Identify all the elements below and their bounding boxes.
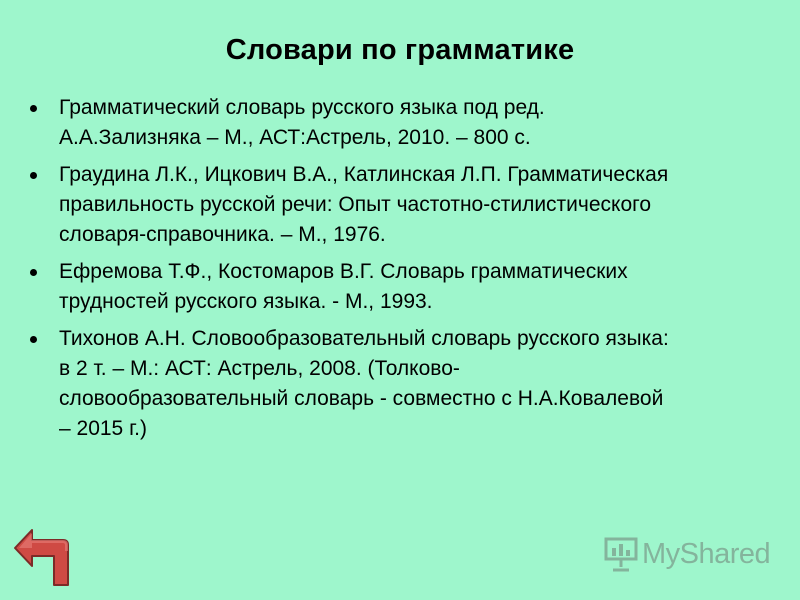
bullet-icon	[30, 172, 37, 179]
back-button[interactable]	[10, 527, 76, 589]
list-item-line: словаря-справочника. – М., 1976.	[59, 223, 386, 246]
list-item-line: словообразовательный словарь - совместно с Н.А.Ковалевой	[59, 387, 664, 410]
list-item-line: Граудина Л.К., Ицкович В.А., Катлинская Л.П. Грамматическая	[59, 163, 669, 186]
bullet-icon	[30, 105, 37, 112]
list-item-line: Грамматический словарь русского языка под ред.	[59, 96, 545, 119]
bibliography-list	[28, 93, 768, 451]
list-item	[28, 160, 768, 250]
bullet-icon	[30, 336, 37, 343]
list-item	[28, 257, 768, 317]
list-item	[28, 324, 768, 444]
list-item-line: правильность русской речи: Опыт частотно-стилистического	[59, 193, 651, 216]
list-item-line: Тихонов А.Н. Словообразовательный словарь русского языка:	[59, 327, 669, 350]
presentation-board-icon	[603, 535, 639, 573]
list-item-line: А.А.Зализняка – М., АСТ:Астрель, 2010. – 800 с.	[59, 126, 531, 149]
list-item-line: Ефремова Т.Ф., Костомаров В.Г. Словарь грамматических	[59, 260, 628, 283]
watermark-text: MyShared	[642, 537, 771, 570]
return-arrow-icon	[10, 527, 76, 589]
watermark	[603, 534, 770, 574]
list-item-line: в 2 т. – М.: АСТ: Астрель, 2008. (Толково-	[59, 357, 460, 380]
list-item-line: трудностей русского языка. - М., 1993.	[59, 290, 433, 313]
list-item-line: – 2015 г.)	[59, 417, 147, 440]
bullet-icon	[30, 269, 37, 276]
slide-title: Словари по грамматике	[225, 34, 575, 66]
list-item	[28, 93, 768, 153]
